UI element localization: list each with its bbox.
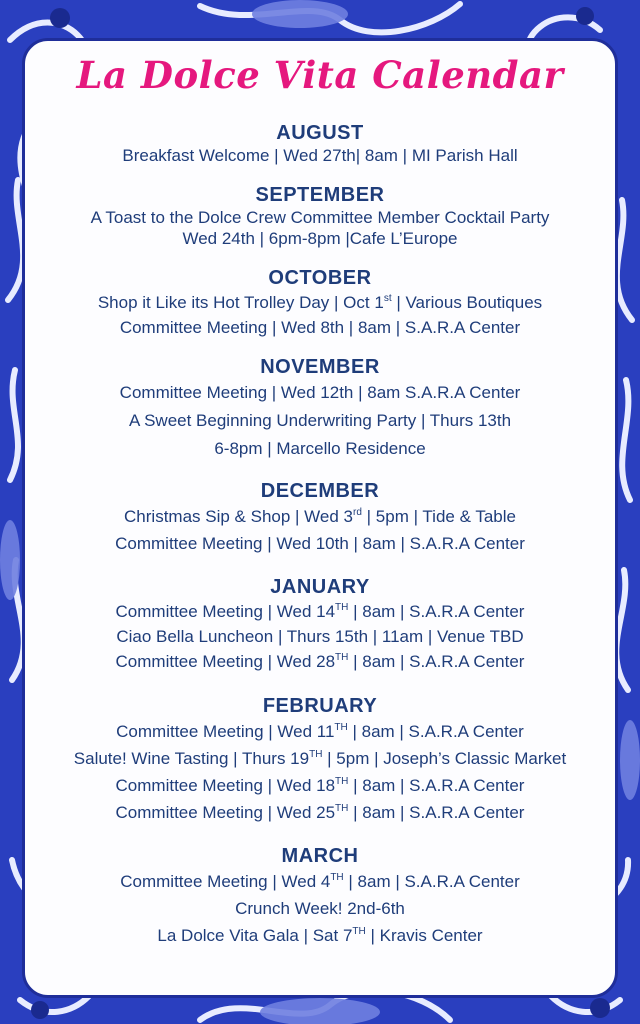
ordinal-suffix: TH: [335, 803, 349, 814]
month-heading: FEBRUARY: [262, 695, 378, 717]
event-text: Ciao Bella Luncheon | Thurs 15th | 11am | Venue TBD: [116, 627, 524, 646]
ordinal-suffix: TH: [335, 652, 349, 663]
event-text: | 8am | S.A.R.A Center: [347, 722, 524, 741]
event-line: [25, 922, 615, 949]
event-text: La Dolce Vita Gala | Sat 7: [157, 926, 353, 945]
event-line: [25, 772, 615, 799]
event-text: Committee Meeting | Wed 8th | 8am | S.A.R.A Center: [119, 318, 521, 337]
event-line: [25, 207, 615, 228]
month-block: [25, 121, 615, 166]
event-line: [25, 228, 615, 249]
month-block: [25, 694, 615, 826]
month-heading: JANUARY: [270, 576, 370, 598]
event-line: [25, 649, 615, 674]
event-text: A Toast to the Dolce Crew Committee Member Cocktail Party: [90, 208, 550, 227]
event-text: Crunch Week! 2nd-6th: [235, 899, 405, 918]
event-line: [25, 799, 615, 826]
event-text: A Sweet Beginning Underwriting Party | Thurs 13th: [128, 411, 512, 430]
event-line: [25, 407, 615, 435]
event-text: Christmas Sip & Shop | Wed 3: [124, 507, 354, 526]
event-text: Committee Meeting | Wed 18: [115, 776, 336, 795]
month-block: [25, 355, 615, 463]
ordinal-suffix: TH: [335, 776, 349, 787]
event-text: Committee Meeting | Wed 12th | 8am S.A.R.A Center: [119, 383, 521, 402]
event-text: | 5pm | Tide & Table: [361, 507, 516, 526]
event-line: [25, 315, 615, 340]
event-line: [25, 745, 615, 772]
event-text: Committee Meeting | Wed 14: [115, 602, 336, 621]
event-text: | 8am | S.A.R.A Center: [348, 803, 525, 822]
calendar-title: La Dolce Vita Calendar: [76, 53, 564, 97]
event-line: [25, 624, 615, 649]
event-text: | 8am | S.A.R.A Center: [348, 602, 525, 621]
event-text: | 5pm | Joseph’s Classic Market: [322, 749, 567, 768]
calendar-content: [25, 121, 615, 949]
month-heading: DECEMBER: [260, 480, 380, 502]
ordinal-suffix: TH: [334, 722, 348, 733]
event-text: | 8am | S.A.R.A Center: [348, 776, 525, 795]
month-heading: SEPTEMBER: [255, 184, 385, 206]
month-heading: MARCH: [281, 845, 359, 867]
event-text: Committee Meeting | Wed 10th | 8am | S.A.R.A Center: [115, 534, 525, 553]
event-text: | Various Boutiques: [391, 293, 543, 312]
event-text: Shop it Like its Hot Trolley Day | Oct 1: [97, 293, 384, 312]
event-text: Breakfast Welcome | Wed 27th| 8am | MI Parish Hall: [122, 146, 518, 165]
event-text: Committee Meeting | Wed 25: [115, 803, 336, 822]
month-block: [25, 575, 615, 674]
event-text: | Kravis Center: [365, 926, 483, 945]
calendar-card: [22, 38, 618, 998]
event-line: [25, 530, 615, 557]
event-text: Committee Meeting | Wed 28: [115, 652, 336, 671]
event-line: [25, 718, 615, 745]
ordinal-suffix: st: [383, 293, 392, 304]
month-heading: NOVEMBER: [260, 356, 380, 378]
event-line: [25, 145, 615, 166]
ordinal-suffix: TH: [309, 749, 323, 760]
event-text: Wed 24th | 6pm-8pm |Cafe L’Europe: [182, 229, 458, 248]
event-text: Committee Meeting | Wed 11: [116, 722, 335, 741]
event-text: | 8am | S.A.R.A Center: [343, 872, 520, 891]
event-text: 6-8pm | Marcello Residence: [214, 439, 426, 458]
month-block: [25, 266, 615, 340]
month-block: [25, 844, 615, 949]
ordinal-suffix: TH: [335, 602, 349, 613]
month-heading: OCTOBER: [268, 267, 372, 289]
month-block: [25, 183, 615, 249]
event-line: [25, 290, 615, 315]
ordinal-suffix: TH: [352, 926, 366, 937]
ordinal-suffix: TH: [330, 872, 344, 883]
event-line: [25, 379, 615, 407]
event-line: [25, 435, 615, 463]
event-line: [25, 599, 615, 624]
month-heading: AUGUST: [276, 122, 364, 144]
event-line: [25, 895, 615, 922]
event-line: [25, 503, 615, 530]
month-block: [25, 479, 615, 557]
event-line: [25, 868, 615, 895]
event-text: Committee Meeting | Wed 4: [120, 872, 331, 891]
event-text: Salute! Wine Tasting | Thurs 19: [73, 749, 310, 768]
event-text: | 8am | S.A.R.A Center: [348, 652, 525, 671]
ordinal-suffix: rd: [353, 507, 362, 518]
